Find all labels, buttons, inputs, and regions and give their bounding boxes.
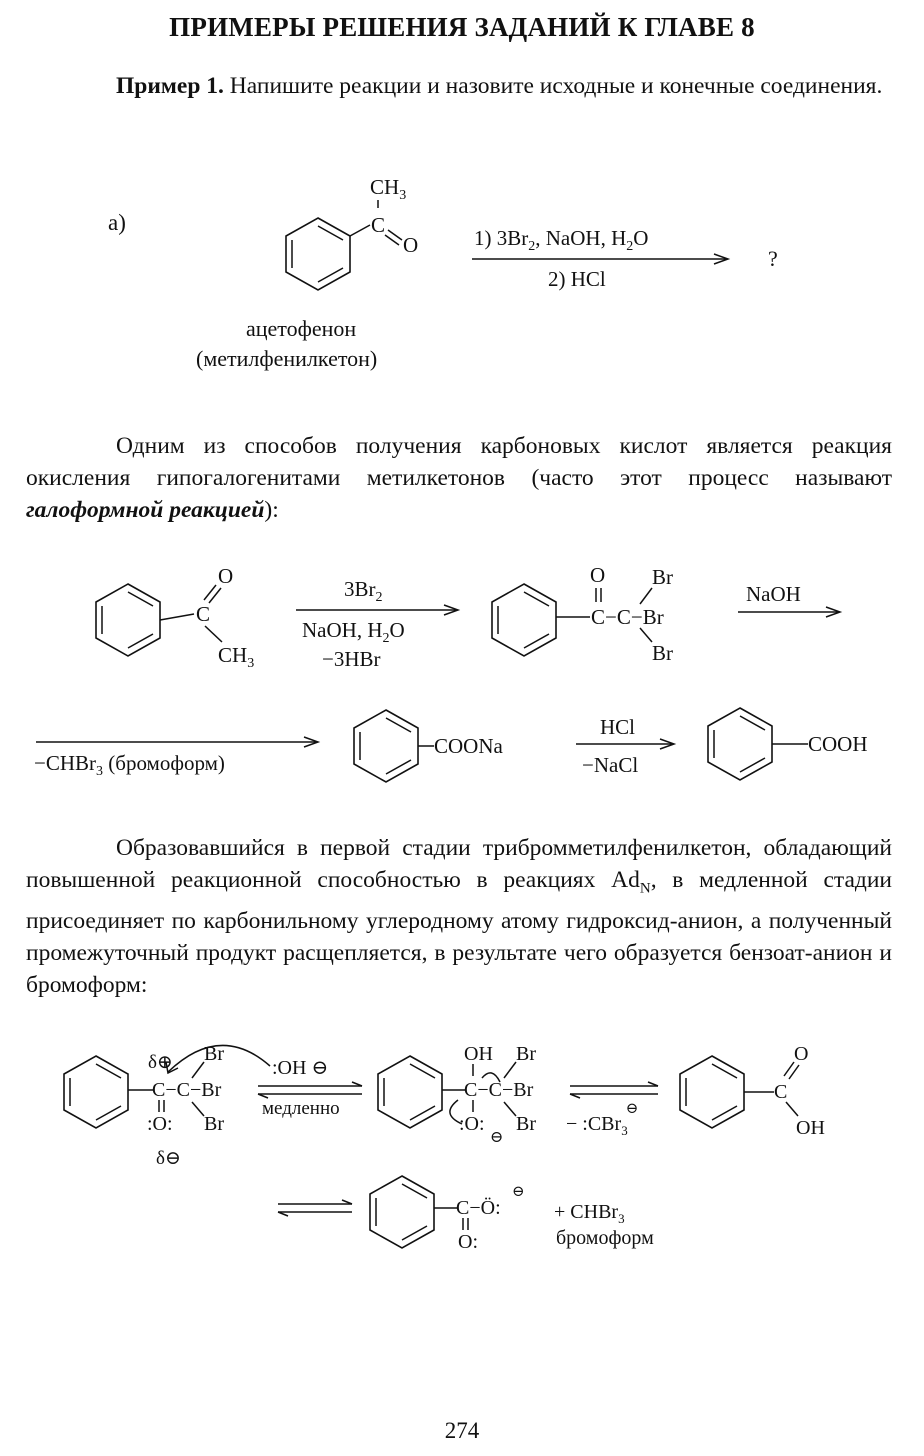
benzene-ring xyxy=(286,218,350,290)
benzene-ring xyxy=(708,708,772,780)
scheme-b-solvent: NaOH, $H_2O$ xyxy=(302,618,405,646)
compound-name-alt: (метилфенилкетон) xyxy=(196,346,378,371)
scheme-a-condition-1: 1) $3Br_2$, NaOH, $H_2O$ xyxy=(474,226,649,254)
svg-text:COOH: COOH xyxy=(808,732,868,756)
svg-text:C: C xyxy=(774,1081,788,1103)
benzene-ring xyxy=(96,584,160,656)
benzene-ring xyxy=(492,584,556,656)
benzoic-acid-mechanism xyxy=(680,1043,825,1139)
svg-text:Br: Br xyxy=(652,565,673,589)
carbonyl-oxygen: O xyxy=(403,233,419,257)
example-label: Пример 1. xyxy=(116,73,224,99)
tribromomethyl-anion-leaving: − :CBr$_3$⊖ xyxy=(566,1101,639,1138)
svg-text:Br: Br xyxy=(516,1113,536,1135)
benzene-ring xyxy=(354,710,418,782)
hydroxide-anion: :OH ⊖ xyxy=(272,1057,329,1079)
delta-minus-label: δ⊖ xyxy=(156,1148,181,1169)
bromoform-label: бромоформ xyxy=(556,1227,654,1249)
benzene-ring xyxy=(64,1056,128,1128)
haloform-term: галоформной реакцией xyxy=(26,497,265,523)
scheme-b-acid: HCl xyxy=(600,715,636,739)
haloform-paragraph: Одним из способов получения карбоновых кислот является реакция окисления гипогалогенитами метилкетонов (часто этот процесс называют галоформной реакцией): xyxy=(26,433,892,523)
page-number: 274 xyxy=(444,1418,480,1443)
svg-text:C−C−Br: C−C−Br xyxy=(591,605,664,629)
svg-text:COONa: COONa xyxy=(434,734,503,758)
scheme-a-product-unknown: ? xyxy=(768,246,778,271)
svg-text:Br: Br xyxy=(652,641,673,665)
scheme-b-byproduct: −3HBr xyxy=(322,647,381,671)
svg-text:⊖: ⊖ xyxy=(512,1184,525,1200)
svg-text:O: O xyxy=(218,564,234,588)
carbonyl-carbon: C xyxy=(371,213,386,237)
tribromoacetophenone xyxy=(492,563,673,665)
svg-text:Br: Br xyxy=(204,1113,224,1135)
page-title: ПРИМЕРЫ РЕШЕНИЯ ЗАДАНИЙ К ГЛАВЕ 8 xyxy=(169,12,755,42)
mechanism-paragraph: Образовавшийся в первой стадии трибромметилфенилкетон, обладающий повышенной реакционной способностью в реакциях $Ad_N$, в медленной стадии присоединяет по карбонильному углеродному атому гидроксид-анион, а полученный промежуточный продукт расщепляется, в результате чего образуется бензоат-анион и бромоформ: xyxy=(26,835,892,998)
scheme-b-base: NaOH xyxy=(746,582,801,606)
benzene-ring xyxy=(378,1056,442,1128)
svg-text:O: O xyxy=(590,563,606,587)
svg-text:C: C xyxy=(196,602,211,626)
benzene-ring xyxy=(680,1056,744,1128)
benzene-ring xyxy=(370,1176,434,1248)
scheme-a-label: а) xyxy=(108,210,126,235)
tetrahedral-intermediate xyxy=(378,1043,536,1146)
scheme-a-condition-2: 2) HCl xyxy=(548,267,606,291)
svg-text:C−Ö:: C−Ö: xyxy=(456,1197,501,1219)
compound-name: ацетофенон xyxy=(246,316,357,341)
svg-text:O:: O: xyxy=(458,1231,478,1253)
svg-text::O:: :O: xyxy=(147,1113,173,1135)
svg-text:⊖: ⊖ xyxy=(490,1129,504,1146)
svg-text::O:: :O: xyxy=(459,1113,485,1135)
bromoform-formula: + CHBr$_3$ xyxy=(554,1201,625,1226)
delta-plus-label: δ⊕ xyxy=(148,1052,173,1073)
slow-step-label: медленно xyxy=(262,1098,340,1119)
svg-text:O: O xyxy=(794,1043,809,1065)
svg-text:OH: OH xyxy=(796,1117,825,1139)
svg-text:Br: Br xyxy=(516,1043,536,1065)
sodium-benzoate xyxy=(354,710,504,782)
svg-text:C−C−Br: C−C−Br xyxy=(464,1079,534,1101)
scheme-b-salt: −NaCl xyxy=(582,753,639,777)
methyl-group: $CH_3$ xyxy=(370,175,407,203)
scheme-b-bromoform-release: −CHBr$_3$ (бромоформ) xyxy=(34,751,225,779)
acetophenone-reactant xyxy=(96,564,254,671)
example-task: Напишите реакции и назовите исходные и конечные соединения. xyxy=(223,73,883,99)
acetophenone-structure xyxy=(286,175,418,290)
svg-text:OH: OH xyxy=(464,1043,493,1065)
scheme-b-reagent: $3Br_2$ xyxy=(344,577,383,605)
mechanism-reactant xyxy=(64,1043,270,1169)
benzoate-anion xyxy=(370,1176,525,1253)
svg-text:C−C−Br: C−C−Br xyxy=(152,1079,222,1101)
benzoic-acid xyxy=(708,708,868,780)
svg-text:CH3: $CH_3$ xyxy=(218,643,255,671)
svg-text:Br: Br xyxy=(204,1043,224,1065)
